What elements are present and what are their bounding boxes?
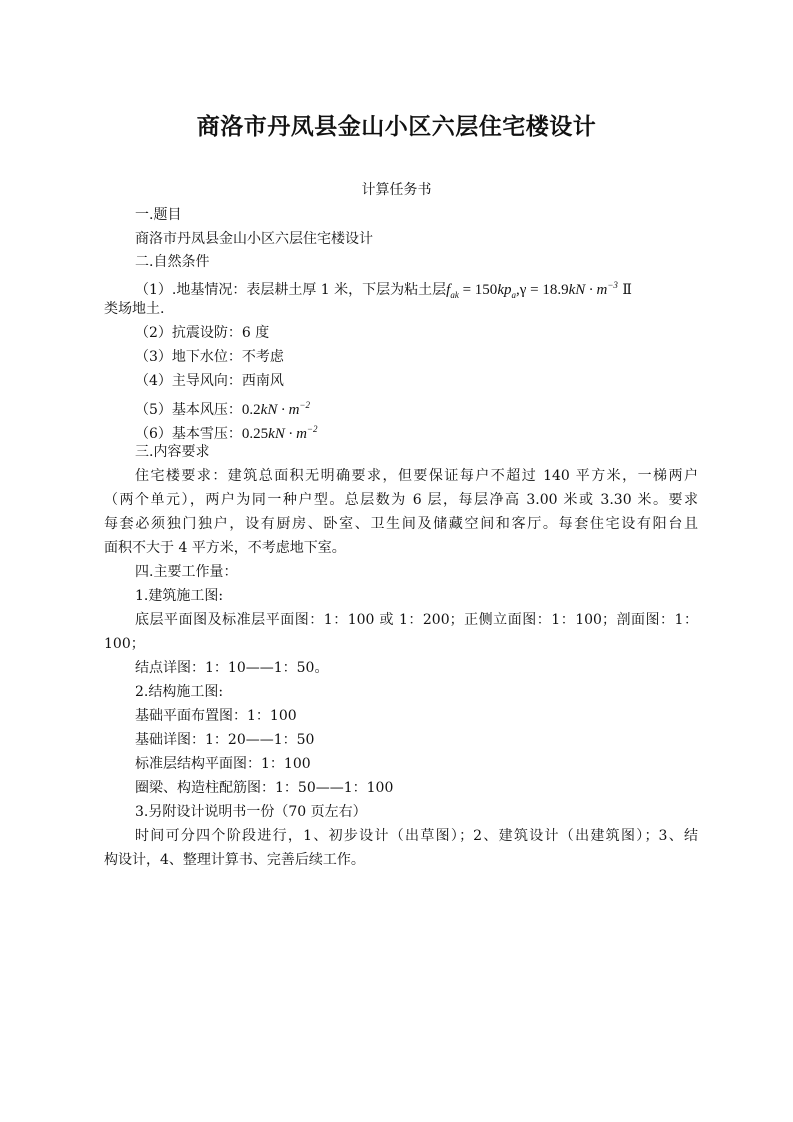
requirements-line: （两个单元），两户为同一种户型。总层数为 6 层，每层净高 3.00 米或 3.30 米。要求 xyxy=(104,492,698,508)
formula-f: f xyxy=(446,282,451,298)
condition-item-seismic: （2）抗震设防：6 度 xyxy=(135,325,270,341)
workload-line: 基础平面布置图：1：100 xyxy=(135,708,297,724)
snow-pressure-label: （6）基本雪压： xyxy=(135,426,242,442)
section-heading-workload: 四.主要工作量： xyxy=(135,564,238,580)
requirements-line: 住宅楼要求：建筑总面积无明确要求，但要保证每户不超过 140 平方米，一梯两户 xyxy=(135,468,698,484)
workload-line: 圈梁、构造柱配筋图：1：50——1：100 xyxy=(135,780,394,796)
formula-kp: kp xyxy=(497,282,512,298)
condition-item-foundation xyxy=(135,276,632,304)
schedule-line: 时间可分四个阶段进行，1、初步设计（出草图）；2、建筑设计（出建筑图）；3、结 xyxy=(135,828,698,844)
formula-kp-sub: a xyxy=(511,290,516,300)
foundation-formula xyxy=(446,282,618,298)
snow-pressure-value: 0.25 xyxy=(241,426,269,442)
workload-heading-manual: 3.另附设计说明书一份（70 页左右） xyxy=(135,804,367,820)
section-heading-requirements: 三.内容要求 xyxy=(135,444,210,460)
formula-eq: = 150 xyxy=(458,282,498,298)
foundation-suffix: Ⅱ xyxy=(617,282,632,298)
workload-line: 基础详图：1：20——1：50 xyxy=(135,732,315,748)
foundation-text: （1）.地基情况：表层耕土厚 1 米，下层为粘土层 xyxy=(135,282,447,298)
formula-unit-sup: −3 xyxy=(607,280,618,290)
section-heading-topic: 一.题目 xyxy=(135,207,182,223)
topic-text: 商洛市丹凤县金山小区六层住宅楼设计 xyxy=(135,231,373,247)
requirements-line: 面积不大于 4 平方米，不考虑地下室。 xyxy=(104,540,346,556)
workload-heading-architecture: 1.建筑施工图: xyxy=(135,588,224,604)
condition-item-groundwater: （3）地下水位：不考虑 xyxy=(135,349,284,365)
formula-gamma: ,γ = 18.9 xyxy=(515,282,569,298)
condition-item-snow-pressure xyxy=(135,420,318,443)
workload-line: 100； xyxy=(104,636,145,652)
wind-pressure-sup: −2 xyxy=(299,400,310,410)
foundation-text-cont: 类场地土. xyxy=(104,301,165,317)
snow-pressure-sup: −2 xyxy=(306,424,318,434)
wind-pressure-label: （5）基本风压： xyxy=(135,402,242,418)
workload-line: 结点详图：1：10——1：50。 xyxy=(135,660,329,676)
wind-pressure-unit: kN · m xyxy=(260,402,300,418)
document-subtitle: 计算任务书 xyxy=(361,182,432,198)
condition-item-wind-direction: （4）主导风向：西南风 xyxy=(135,373,284,389)
condition-item-wind-pressure xyxy=(135,396,310,419)
snow-pressure-unit: kN · m xyxy=(268,426,307,442)
workload-line: 标准层结构平面图：1：100 xyxy=(135,756,311,772)
document-title: 商洛市丹凤县金山小区六层住宅楼设计 xyxy=(196,113,597,140)
formula-f-sub: ak xyxy=(450,290,459,300)
section-heading-conditions: 二.自然条件 xyxy=(135,254,210,270)
wind-pressure-value: 0.2 xyxy=(241,402,261,418)
workload-line: 底层平面图及标准层平面图：1：100 或 1：200；正侧立面图：1：100；剖面图：1： xyxy=(135,612,698,628)
workload-heading-structure: 2.结构施工图: xyxy=(135,684,224,700)
schedule-line: 构设计，4、整理计算书、完善后续工作。 xyxy=(104,852,365,868)
wind-pressure-formula xyxy=(242,402,310,418)
requirements-line: 每套必须独门独户，设有厨房、卧室、卫生间及储藏空间和客厅。每套住宅设有阳台且 xyxy=(104,516,698,532)
formula-unit: kN · m xyxy=(568,282,608,298)
snow-pressure-formula xyxy=(242,426,318,442)
